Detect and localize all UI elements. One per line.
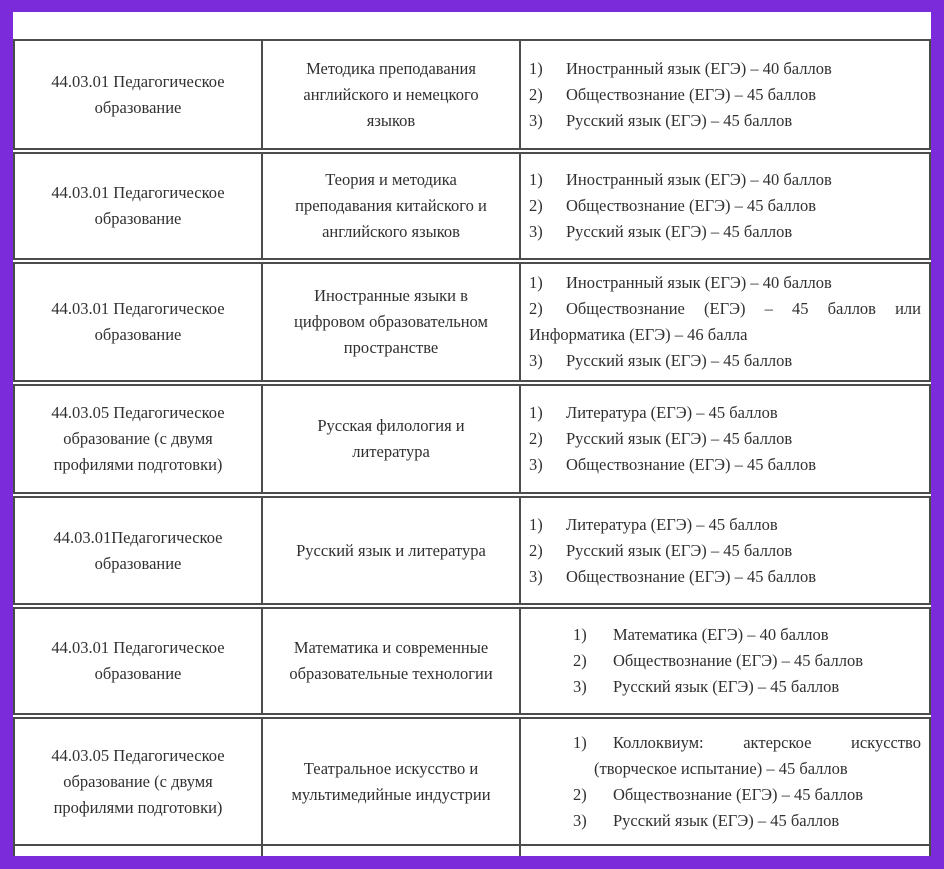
- exam-line: [529, 167, 921, 193]
- empty-cell: [520, 845, 930, 856]
- profile-text: Теория и методика преподавания китайского и английского языков: [295, 170, 487, 241]
- page-frame: [13, 12, 931, 856]
- admissions-table: [13, 39, 931, 856]
- exam-line: [529, 108, 921, 134]
- program-cell: [14, 495, 262, 606]
- table-row: [14, 383, 930, 495]
- exam-marker: 3): [529, 455, 543, 474]
- profile-text: Театральное искусство и мультимедийные индустрии: [291, 758, 491, 804]
- exam-item: [529, 782, 921, 808]
- exam-item: [529, 167, 921, 193]
- exam-marker: 3): [573, 677, 587, 696]
- exam-marker: 2): [529, 84, 543, 104]
- exam-item: [529, 426, 921, 452]
- exam-line: [573, 730, 921, 756]
- exam-text: Русский язык (ЕГЭ) – 45 баллов: [566, 429, 793, 448]
- profile-cell: [262, 151, 520, 261]
- table-row: [14, 606, 930, 716]
- exam-item: [529, 730, 921, 782]
- exam-line: [573, 782, 921, 808]
- table-row: [14, 151, 930, 261]
- profile-text: Русский язык и литература: [296, 540, 486, 560]
- exam-text: Иностранный язык (ЕГЭ) – 40 баллов: [566, 58, 832, 78]
- exam-line: (творческое испытание) – 45 баллов: [594, 758, 848, 778]
- exam-text: Литература (ЕГЭ) – 45 баллов: [566, 403, 778, 422]
- exams-cell: [520, 606, 930, 716]
- exam-line: [529, 56, 921, 82]
- exam-item: [529, 648, 921, 674]
- program-text: 44.03.01 Педагогическое образование: [51, 183, 225, 228]
- exam-text: Русский язык (ЕГЭ) – 45 баллов: [613, 810, 840, 830]
- exam-line: [573, 674, 921, 700]
- exam-line: [529, 82, 921, 108]
- exam-text: Обществознание (ЕГЭ) – 45 баллов: [566, 455, 816, 474]
- exam-line: [529, 400, 921, 426]
- exams-cell: [520, 40, 930, 151]
- exam-text: Русский язык (ЕГЭ) – 45 баллов: [566, 110, 793, 130]
- exam-item: [529, 564, 921, 590]
- exam-text: Русский язык (ЕГЭ) – 45 баллов: [566, 222, 793, 241]
- table-row: [14, 40, 930, 151]
- profile-cell: [262, 261, 520, 383]
- exam-line: [529, 512, 921, 538]
- profile-text: Методика преподавания английского и немецкого языков: [303, 58, 479, 130]
- exam-item: [529, 674, 921, 700]
- exam-marker: 1): [529, 514, 543, 534]
- empty-cell: [14, 845, 262, 856]
- exams-cell: [520, 151, 930, 261]
- exam-item: [529, 400, 921, 426]
- exam-text: Обществознание (ЕГЭ) – 45 баллов или: [566, 299, 921, 318]
- exam-marker: 1): [573, 732, 587, 752]
- profile-cell: [262, 383, 520, 495]
- program-text: 44.03.01 Педагогическое образование: [51, 638, 225, 683]
- exam-text: Коллоквиум: актерское искусство: [613, 732, 921, 752]
- program-cell: [14, 40, 262, 151]
- exam-line: [573, 622, 921, 648]
- exam-text: Русский язык (ЕГЭ) – 45 баллов: [566, 540, 793, 560]
- profile-cell: [262, 606, 520, 716]
- exam-item: [529, 219, 921, 245]
- program-text: 44.03.05 Педагогическое образование (с двумя профилями подготовки): [51, 745, 225, 817]
- profile-cell: [262, 495, 520, 606]
- empty-row: [14, 845, 930, 856]
- exam-text: Обществознание (ЕГЭ) – 45 баллов: [613, 784, 863, 804]
- exam-marker: 1): [573, 625, 587, 644]
- exam-marker: 3): [529, 566, 543, 586]
- program-text: 44.03.01Педагогическое образование: [53, 527, 223, 573]
- exam-line: [529, 296, 921, 322]
- exam-item: [529, 808, 921, 834]
- program-text: 44.03.01 Педагогическое образование: [51, 299, 225, 344]
- program-cell: [14, 606, 262, 716]
- exam-text: Литература (ЕГЭ) – 45 баллов: [566, 514, 778, 534]
- exam-marker: 1): [529, 170, 543, 189]
- admissions-table-body: [14, 40, 930, 856]
- exam-text: Обществознание (ЕГЭ) – 45 баллов: [566, 566, 816, 586]
- exam-marker: 3): [529, 110, 543, 130]
- program-cell: [14, 151, 262, 261]
- exam-text: Русский язык (ЕГЭ) – 45 баллов: [613, 677, 840, 696]
- table-wrap: [13, 39, 931, 856]
- empty-cell: [262, 845, 520, 856]
- program-text: 44.03.05 Педагогическое образование (с двумя профилями подготовки): [51, 403, 225, 474]
- exam-marker: 2): [573, 651, 587, 670]
- program-text: 44.03.01 Педагогическое образование: [51, 71, 225, 117]
- exam-text: Обществознание (ЕГЭ) – 45 баллов: [566, 196, 816, 215]
- profile-cell: [262, 40, 520, 151]
- exam-marker: 3): [529, 351, 543, 370]
- exam-item: [529, 348, 921, 374]
- exam-text: Иностранный язык (ЕГЭ) – 40 баллов: [566, 273, 832, 292]
- exam-line: [529, 348, 921, 374]
- program-cell: [14, 716, 262, 845]
- table-row: [14, 716, 930, 845]
- exams-cell: [520, 261, 930, 383]
- exam-item: [529, 108, 921, 134]
- profile-text: Математика и современные образовательные технологии: [289, 638, 493, 683]
- table-row: [14, 261, 930, 383]
- exam-text: Иностранный язык (ЕГЭ) – 40 баллов: [566, 170, 832, 189]
- profile-text: Русская филология и литература: [317, 416, 465, 461]
- exam-item: [529, 296, 921, 348]
- exam-text: Обществознание (ЕГЭ) – 45 баллов: [613, 651, 863, 670]
- exam-text: Математика (ЕГЭ) – 40 баллов: [613, 625, 829, 644]
- profile-cell: [262, 716, 520, 845]
- program-cell: [14, 261, 262, 383]
- exams-cell: [520, 495, 930, 606]
- exam-text: Русский язык (ЕГЭ) – 45 баллов: [566, 351, 793, 370]
- exam-marker: 3): [573, 810, 587, 830]
- exam-marker: 2): [573, 784, 587, 804]
- exam-item: [529, 82, 921, 108]
- exam-item: [529, 193, 921, 219]
- exams-cell: [520, 716, 930, 845]
- exam-text: Обществознание (ЕГЭ) – 45 баллов: [566, 84, 816, 104]
- exam-line: Информатика (ЕГЭ) – 46 балла: [529, 325, 748, 344]
- exam-line: [529, 219, 921, 245]
- exam-item: [529, 270, 921, 296]
- exam-line: [529, 426, 921, 452]
- exam-marker: 1): [529, 273, 543, 292]
- exam-marker: 2): [529, 196, 543, 215]
- program-cell: [14, 383, 262, 495]
- exam-marker: 1): [529, 58, 543, 78]
- exam-marker: 1): [529, 403, 543, 422]
- exam-line: [573, 648, 921, 674]
- profile-text: Иностранные языки в цифровом образовательном пространстве: [294, 286, 488, 357]
- exam-marker: 3): [529, 222, 543, 241]
- exam-line: [529, 193, 921, 219]
- exam-item: [529, 56, 921, 82]
- exam-line: [529, 270, 921, 296]
- table-row: [14, 495, 930, 606]
- exam-marker: 2): [529, 540, 543, 560]
- exam-marker: 2): [529, 429, 543, 448]
- exam-item: [529, 538, 921, 564]
- exam-item: [529, 452, 921, 478]
- exam-item: [529, 512, 921, 538]
- exam-line: [529, 564, 921, 590]
- exam-line: [573, 808, 921, 834]
- exam-line: [529, 452, 921, 478]
- exam-item: [529, 622, 921, 648]
- exam-line: [529, 538, 921, 564]
- exams-cell: [520, 383, 930, 495]
- exam-marker: 2): [529, 299, 543, 318]
